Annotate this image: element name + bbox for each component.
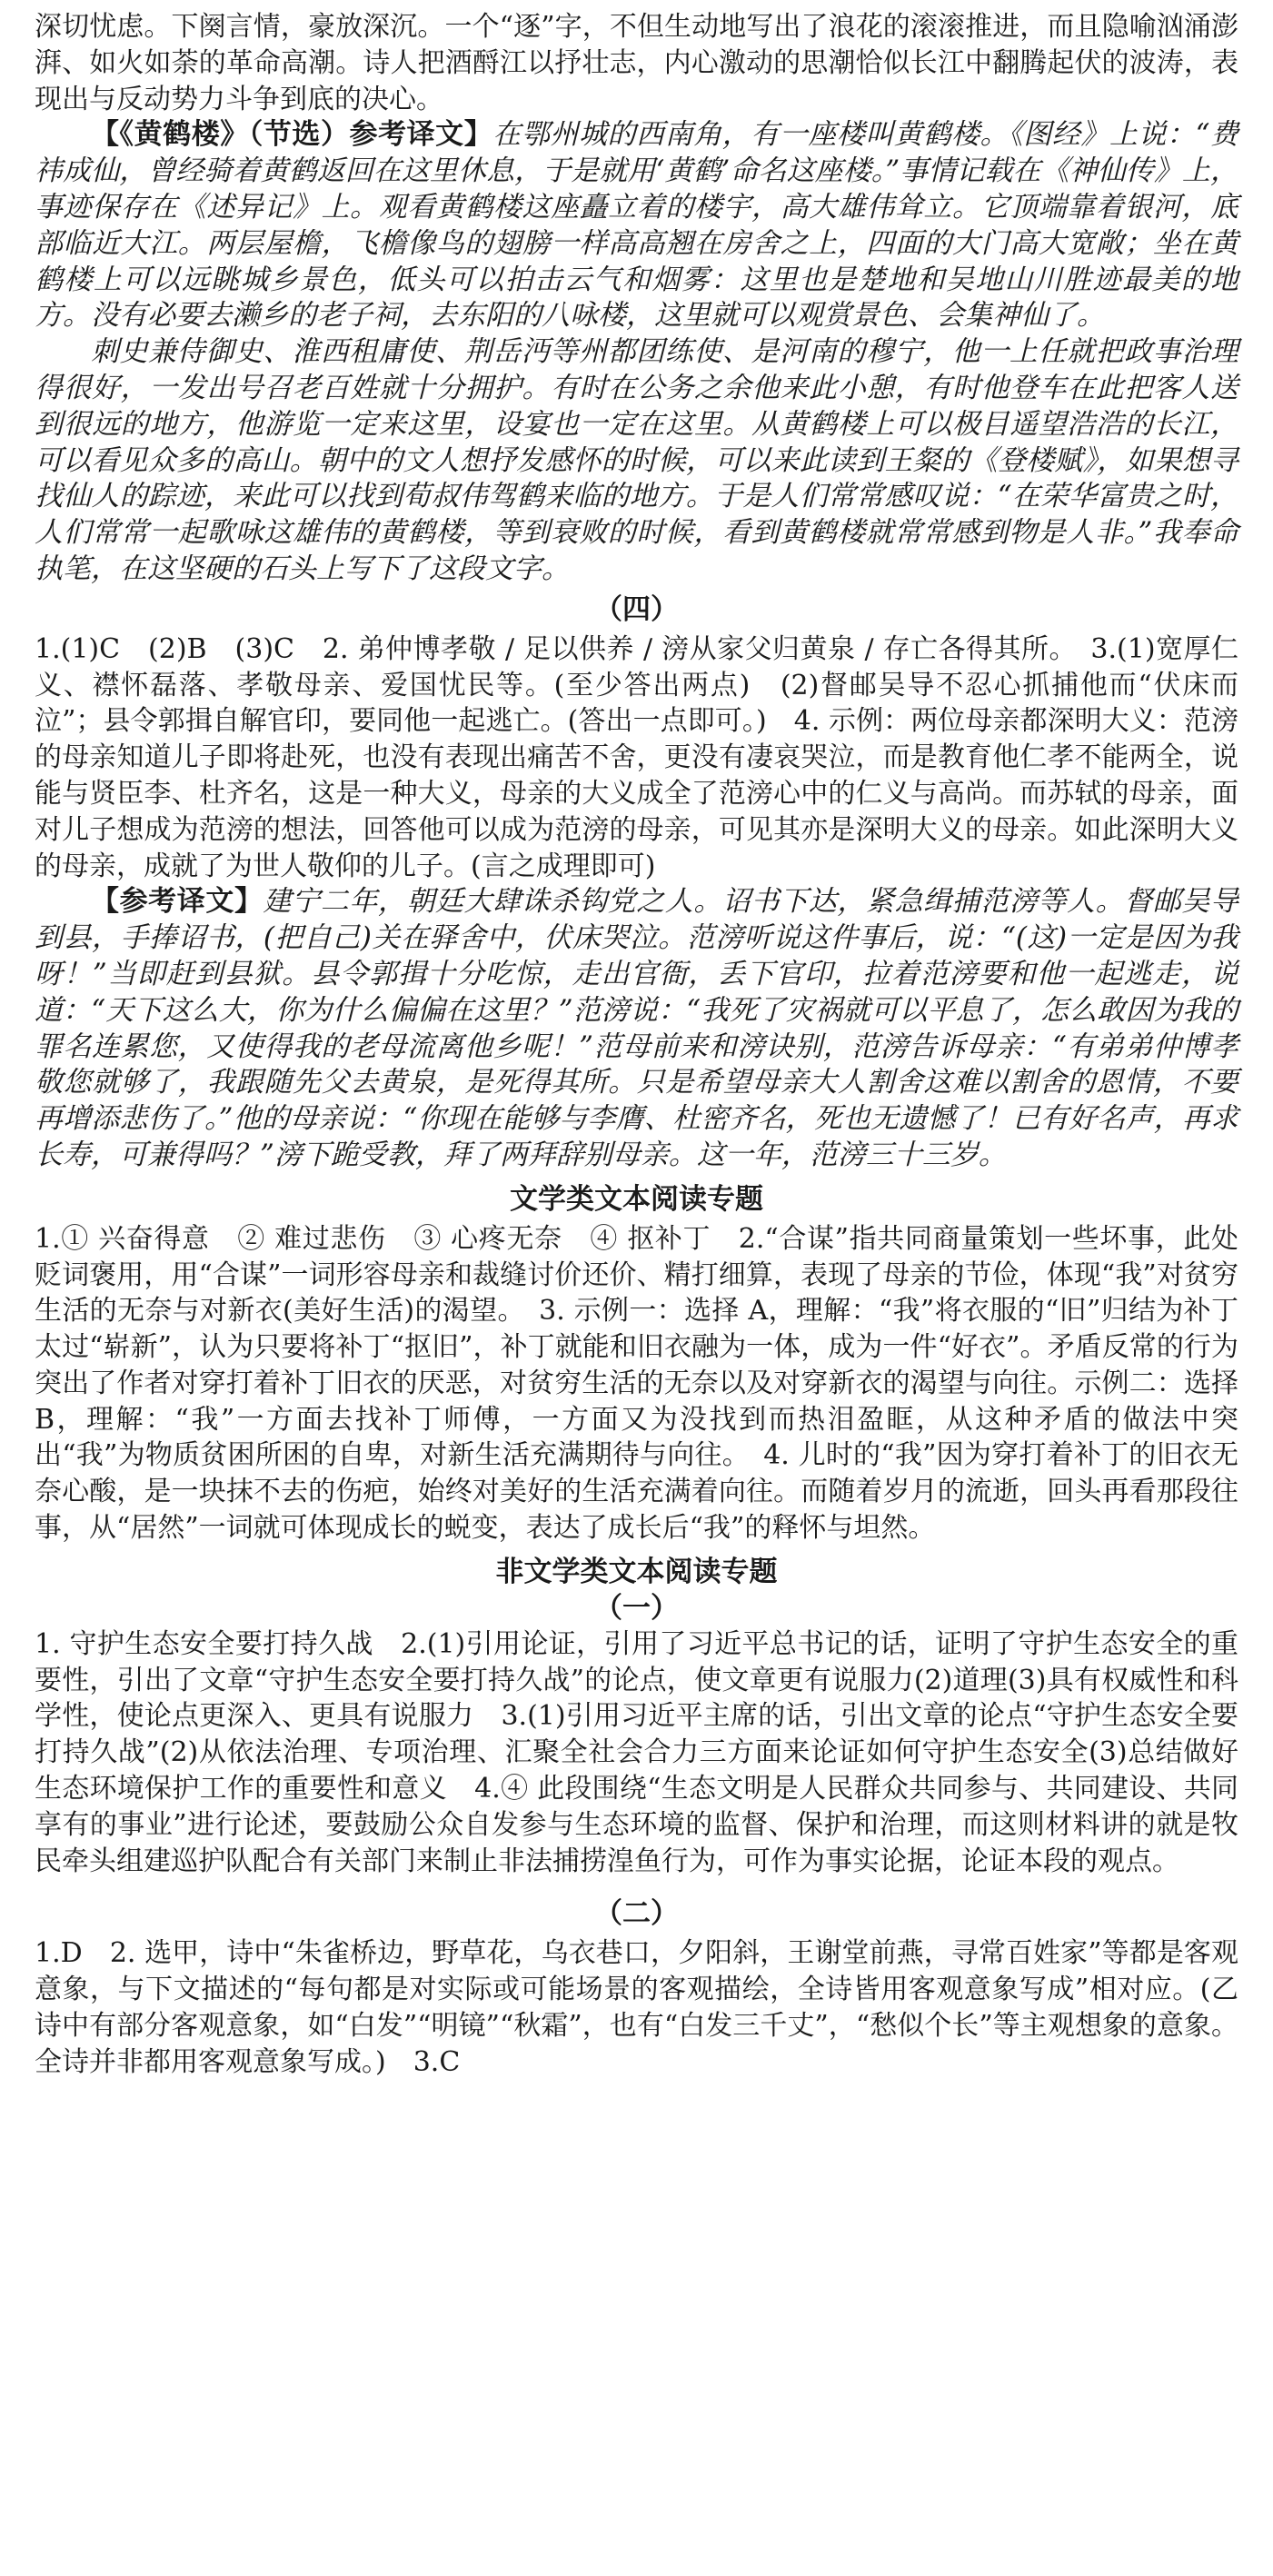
huanghelou-translation-tag: 【《黄鹤楼》（节选）参考译文】 xyxy=(91,118,493,152)
huanghelou-translation-paragraph-1 xyxy=(35,117,1238,334)
nonliterary-section-1-heading: （一） xyxy=(594,1591,679,1625)
fanpang-translation-text: 建宁二年，朝廷大肆诛杀钩党之人。诏书下达，紧急缉捕范滂等人。督邮吴导到县，手捧诏书，(把自己)关在驿舍中，伏床哭泣。范滂听说这件事后，说：“(这)一定是因为我呀！”当即赶到县狱。县令郭揖十分吃惊，走出官衙，丢下官印，拉着范滂要和他一起逃走，说道：“天下这么大，你为什么偏偏在这里？”范滂说：“我死了灾祸就可以平息了，怎么敢因为我的罪名连累您，又使得我的老母流离他乡呢！”范母前来和滂诀别，范滂告诉母亲：“有弟弟仲博孝敬您就够了，我跟随先父去黄泉，是死得其所。只是希望母亲大人割舍这难以割舍的恩情，不要再增添悲伤了。”他的母亲说：“你现在能够与李膺、杜密齐名，死也无遗憾了！已有好名声，再求长寿，可兼得吗？”滂下跪受教，拜了两拜辞别母亲。这一年，范滂三十三岁。 xyxy=(35,885,1239,1171)
literary-reading-heading: 文学类文本阅读专题 xyxy=(510,1182,763,1216)
literary-reading-answers: 1.① 兴奋得意 ② 难过悲伤 ③ 心疼无奈 ④ 抠补丁 2.“合谋”指共同商量策划一些坏事，此处贬词褒用，用“合谋”一词形容母亲和裁缝讨价还价、精打细算，表现了母亲的节俭，体现“我”对贫穷生活的无奈与对新衣(美好生活)的渴望。 3. 示例一：选择 A，理解：“我”将衣服的“旧”归结为补丁太过“崭新”，认为只要将补丁“抠旧”，补丁就能和旧衣融为一体，成为一件“好衣”。矛盾反常的行为突出了作者对穿打着补丁旧衣的厌恶，对贫穷生活的无奈以及对穿新衣的渴望与向往。示例二：选择 B，理解：“我”一方面去找补丁师傅，一方面又为没找到而热泪盈眶，从这种矛盾的做法中突出“我”为物质贫困所困的自卑，对新生活充满期待与向往。 4. 儿时的“我”因为穿打着补丁的旧衣无奈心酸，是一块抹不去的伤疤，始终对美好的生活充满着向往。而随着岁月的流逝，回头再看那段往事，从“居然”一词就可体现成长的蜕变，表达了成长后“我”的释怀与坦然。 xyxy=(35,1222,1238,1545)
nonliterary-section-2-heading: （二） xyxy=(594,1897,679,1931)
nonliterary-reading-heading: 非文学类文本阅读专题 xyxy=(495,1555,778,1588)
section-heading-4: （四） xyxy=(594,592,679,626)
nonliterary-section-1-answers: 1. 守护生态安全要打持久战 2.(1)引用论证，引用了习近平总书记的话，证明了守护生态安全的重要性，引出了文章“守护生态安全要打持久战”的论点，使文章更有说服力(2)道理(3)具有权威性和科学性，使论点更深入、更具有说服力 3.(1)引用习近平主席的话，引出文章的论点“守护生态安全要打持久战”(2)从依法治理、专项治理、汇聚全社会合力三方面来论证如何守护生态安全(3)总结做好生态环境保护工作的重要性和意义 4.④ 此段围绕“生态文明是人民群众共同参与、共同建设、共同享有的事业”进行论述，要鼓励公众自发参与生态环境的监督、保护和治理，而这则材料讲的就是牧民牵头组建巡护队配合有关部门来制止非法捕捞湟鱼行为，可作为事实论据，论证本段的观点。 xyxy=(35,1627,1238,1877)
huanghelou-translation-text-1: 在鄂州城的西南角，有一座楼叫黄鹤楼。《图经》上说：“费祎成仙，曾经骑着黄鹤返回在这里休息，于是就用‘黄鹤’命名这座楼。”事情记载在《神仙传》上，事迹保存在《述异记》上。观看黄鹤楼这座矗立着的楼宇，高大雄伟耸立。它顶端靠着银河，底部临近大江。两层屋檐，飞檐像鸟的翅膀一样高高翘在房舍之上，四面的大门高大宽敞；坐在黄鹤楼上可以远眺城乡景色，低头可以拍击云气和烟雾：这里也是楚地和吴地山川胜迹最美的地方。没有必要去濑乡的老子祠，去东阳的八咏楼，这里就可以观赏景色、会集神仙了。 xyxy=(35,118,1238,333)
poem-analysis-paragraph: 深切忧虑。下阕言情，豪放深沉。一个“逐”字，不但生动地写出了浪花的滚滚推进，而且隐喻汹涌澎湃、如火如荼的革命高潮。诗人把酒酹江以抒壮志，内心激动的思潮恰似长江中翻腾起伏的波涛，表现出与反动势力斗争到底的决心。 xyxy=(35,11,1238,115)
huanghelou-translation-paragraph-2: 刺史兼侍御史、淮西租庸使、荆岳沔等州都团练使、是河南的穆宁，他一上任就把政事治理得很好，一发出号召老百姓就十分拥护。有时在公务之余他来此小憩，有时他登车在此把客人送到很远的地方，他游览一定来这里，设宴也一定在这里。从黄鹤楼上可以极目遥望浩浩的长江，可以看见众多的高山。朝中的文人想抒发感怀的时候，可以来此读到王粲的《登楼赋》，如果想寻找仙人的踪迹，来此可以找到荀叔伟驾鹤来临的地方。于是人们常常感叹说：“在荣华富贵之时，人们常常一起歌咏这雄伟的黄鹤楼，等到衰败的时候，看到黄鹤楼就常常感到物是人非。”我奉命执笔，在这坚硬的石头上写下了这段文字。 xyxy=(35,335,1238,585)
fanpang-translation-tag: 【参考译文】 xyxy=(91,885,264,919)
nonliterary-section-2-answers: 1.D 2. 选甲，诗中“朱雀桥边，野草花，乌衣巷口，夕阳斜，王谢堂前燕，寻常百姓家”等都是客观意象，与下文描述的“每句都是对实际或可能场景的客观描绘，全诗皆用客观意象写成”相对应。(乙诗中有部分客观意象，如“白发”“明镜”“秋霜”，也有“白发三千丈”，“愁似个长”等主观想象的意象。全诗并非都用客观意象写成。) 3.C xyxy=(35,1937,1238,2078)
fanpang-translation-paragraph xyxy=(35,884,1238,1173)
section-4-answers: 1.(1)C (2)B (3)C 2. 弟仲博孝敬 / 足以供养 / 滂从家父归黄泉 / 存亡各得其所。 3.(1)宽厚仁义、襟怀磊落、孝敬母亲、爱国忧民等。(至少答出两点) (2)督邮吴导不忍心抓捕他而“伏床而泣”；县令郭揖自解官印，要同他一起逃亡。(答出一点即可。) 4. 示例：两位母亲都深明大义：范滂的母亲知道儿子即将赴死，也没有表现出痛苦不舍，更没有凄哀哭泣，而是教育他仁孝不能两全，说能与贤臣李、杜齐名，这是一种大义，母亲的大义成全了范滂心中的仁义与高尚。而苏轼的母亲，面对儿子想成为范滂的想法，回答他可以成为范滂的母亲，可见其亦是深明大义的母亲。如此深明大义的母亲，成就了为世人敬仰的儿子。(言之成理即可) xyxy=(35,632,1238,882)
